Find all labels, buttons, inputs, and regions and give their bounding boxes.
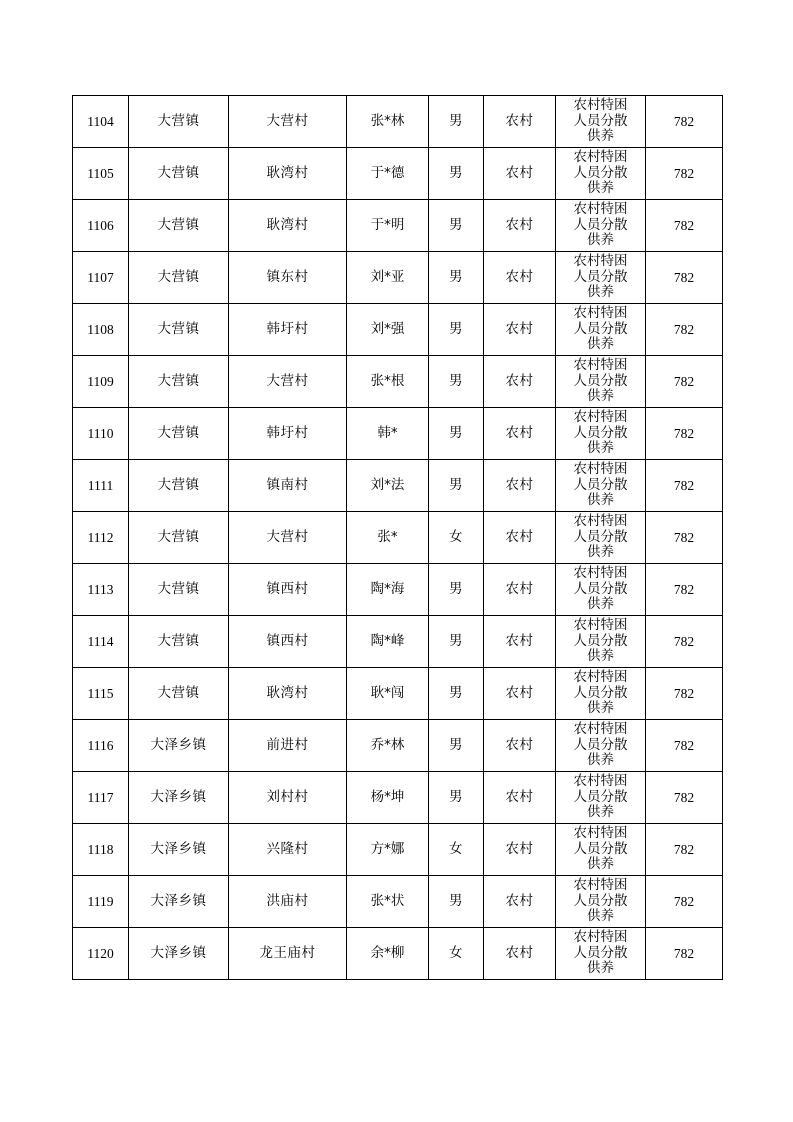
cell-name: 韩* (347, 408, 429, 460)
assistance-category-line: 农村特困 (573, 877, 628, 894)
cell-name: 张*根 (347, 356, 429, 408)
assistance-category-line: 供养 (587, 700, 614, 717)
assistance-category-line: 农村特困 (573, 253, 628, 270)
assistance-category-line: 供养 (587, 752, 614, 769)
cell-name: 刘*亚 (347, 252, 429, 304)
cell-serial-number: 1119 (73, 876, 129, 928)
cell-gender: 男 (429, 200, 484, 252)
cell-hukou-type: 农村 (484, 616, 556, 668)
cell-assistance-category (556, 460, 646, 512)
cell-assistance-category (556, 616, 646, 668)
cell-hukou-type: 农村 (484, 928, 556, 980)
cell-serial-number: 1114 (73, 616, 129, 668)
assistance-category-line: 农村特困 (573, 773, 628, 790)
cell-town: 大营镇 (129, 616, 229, 668)
cell-gender: 男 (429, 408, 484, 460)
cell-serial-number: 1120 (73, 928, 129, 980)
assistance-category-line: 供养 (587, 492, 614, 509)
cell-village: 大营村 (229, 356, 347, 408)
cell-gender: 男 (429, 616, 484, 668)
table-body (73, 96, 723, 980)
cell-amount: 782 (646, 616, 723, 668)
cell-assistance-category (556, 876, 646, 928)
cell-hukou-type: 农村 (484, 408, 556, 460)
cell-amount: 782 (646, 252, 723, 304)
cell-amount: 782 (646, 876, 723, 928)
table-row (73, 96, 723, 148)
assistance-category-line: 供养 (587, 544, 614, 561)
cell-village: 镇东村 (229, 252, 347, 304)
assistance-category-line: 人员分散 (573, 112, 628, 129)
cell-hukou-type: 农村 (484, 564, 556, 616)
cell-assistance-category (556, 252, 646, 304)
assistance-category-line: 农村特困 (573, 565, 628, 582)
cell-name: 乔*林 (347, 720, 429, 772)
cell-hukou-type: 农村 (484, 304, 556, 356)
cell-amount: 782 (646, 512, 723, 564)
assistance-category-line: 供养 (587, 388, 614, 405)
assistance-category-line: 供养 (587, 908, 614, 925)
cell-hukou-type: 农村 (484, 876, 556, 928)
assistance-category-line: 供养 (587, 804, 614, 821)
assistance-category-line: 农村特困 (573, 721, 628, 738)
cell-hukou-type: 农村 (484, 252, 556, 304)
cell-serial-number: 1106 (73, 200, 129, 252)
assistance-category-line: 农村特困 (573, 357, 628, 374)
cell-assistance-category (556, 200, 646, 252)
cell-town: 大泽乡镇 (129, 876, 229, 928)
cell-amount: 782 (646, 668, 723, 720)
cell-hukou-type: 农村 (484, 96, 556, 148)
cell-name: 陶*峰 (347, 616, 429, 668)
assistance-category-line: 供养 (587, 440, 614, 457)
cell-serial-number: 1108 (73, 304, 129, 356)
assistance-category-line: 人员分散 (573, 684, 628, 701)
cell-hukou-type: 农村 (484, 460, 556, 512)
cell-gender: 男 (429, 564, 484, 616)
cell-town: 大营镇 (129, 200, 229, 252)
cell-village: 镇南村 (229, 460, 347, 512)
assistance-category-line: 农村特困 (573, 929, 628, 946)
assistance-category-line: 人员分散 (573, 580, 628, 597)
cell-gender: 男 (429, 772, 484, 824)
assistance-category-line: 农村特困 (573, 409, 628, 426)
cell-name: 方*娜 (347, 824, 429, 876)
cell-village: 耿湾村 (229, 148, 347, 200)
cell-serial-number: 1109 (73, 356, 129, 408)
cell-hukou-type: 农村 (484, 668, 556, 720)
cell-gender: 男 (429, 148, 484, 200)
cell-hukou-type: 农村 (484, 512, 556, 564)
cell-gender: 男 (429, 252, 484, 304)
cell-amount: 782 (646, 356, 723, 408)
cell-town: 大泽乡镇 (129, 824, 229, 876)
assistance-category-line: 人员分散 (573, 892, 628, 909)
cell-town: 大泽乡镇 (129, 772, 229, 824)
assistance-category-line: 农村特困 (573, 305, 628, 322)
cell-village: 耿湾村 (229, 200, 347, 252)
assistance-category-line: 人员分散 (573, 528, 628, 545)
cell-village: 镇西村 (229, 564, 347, 616)
cell-amount: 782 (646, 200, 723, 252)
beneficiary-table-wrapper (72, 95, 722, 980)
cell-village: 刘村村 (229, 772, 347, 824)
cell-town: 大营镇 (129, 408, 229, 460)
assistance-category-line: 人员分散 (573, 632, 628, 649)
cell-hukou-type: 农村 (484, 356, 556, 408)
cell-village: 大营村 (229, 96, 347, 148)
cell-village: 洪庙村 (229, 876, 347, 928)
assistance-category-line: 供养 (587, 284, 614, 301)
cell-assistance-category (556, 356, 646, 408)
table-row (73, 564, 723, 616)
cell-name: 刘*法 (347, 460, 429, 512)
table-row (73, 668, 723, 720)
cell-assistance-category (556, 512, 646, 564)
assistance-category-line: 供养 (587, 128, 614, 145)
cell-name: 张* (347, 512, 429, 564)
cell-amount: 782 (646, 96, 723, 148)
cell-amount: 782 (646, 148, 723, 200)
table-row (73, 772, 723, 824)
cell-name: 于*明 (347, 200, 429, 252)
assistance-category-line: 人员分散 (573, 372, 628, 389)
cell-name: 陶*海 (347, 564, 429, 616)
assistance-category-line: 供养 (587, 180, 614, 197)
cell-hukou-type: 农村 (484, 148, 556, 200)
cell-amount: 782 (646, 720, 723, 772)
assistance-category-line: 农村特困 (573, 617, 628, 634)
cell-amount: 782 (646, 824, 723, 876)
assistance-category-line: 人员分散 (573, 476, 628, 493)
cell-town: 大营镇 (129, 564, 229, 616)
cell-name: 余*柳 (347, 928, 429, 980)
table-row (73, 720, 723, 772)
assistance-category-line: 供养 (587, 596, 614, 613)
assistance-category-line: 农村特困 (573, 149, 628, 166)
cell-village: 大营村 (229, 512, 347, 564)
cell-town: 大营镇 (129, 668, 229, 720)
cell-village: 耿湾村 (229, 668, 347, 720)
cell-village: 龙王庙村 (229, 928, 347, 980)
cell-serial-number: 1116 (73, 720, 129, 772)
cell-hukou-type: 农村 (484, 772, 556, 824)
cell-assistance-category (556, 304, 646, 356)
cell-name: 张*林 (347, 96, 429, 148)
cell-amount: 782 (646, 928, 723, 980)
cell-assistance-category (556, 96, 646, 148)
cell-gender: 男 (429, 876, 484, 928)
assistance-category-line: 人员分散 (573, 424, 628, 441)
cell-name: 张*状 (347, 876, 429, 928)
table-row (73, 460, 723, 512)
beneficiary-table (72, 95, 723, 980)
table-row (73, 304, 723, 356)
cell-assistance-category (556, 824, 646, 876)
cell-gender: 女 (429, 928, 484, 980)
cell-gender: 女 (429, 512, 484, 564)
table-row (73, 356, 723, 408)
assistance-category-line: 人员分散 (573, 736, 628, 753)
cell-gender: 男 (429, 460, 484, 512)
cell-serial-number: 1115 (73, 668, 129, 720)
cell-serial-number: 1117 (73, 772, 129, 824)
cell-assistance-category (556, 928, 646, 980)
cell-town: 大营镇 (129, 148, 229, 200)
assistance-category-line: 农村特困 (573, 461, 628, 478)
assistance-category-line: 农村特困 (573, 201, 628, 218)
cell-serial-number: 1113 (73, 564, 129, 616)
table-row (73, 408, 723, 460)
cell-town: 大营镇 (129, 304, 229, 356)
cell-village: 韩圩村 (229, 304, 347, 356)
cell-assistance-category (556, 720, 646, 772)
cell-town: 大营镇 (129, 512, 229, 564)
cell-name: 刘*强 (347, 304, 429, 356)
cell-gender: 男 (429, 668, 484, 720)
cell-assistance-category (556, 772, 646, 824)
assistance-category-line: 供养 (587, 648, 614, 665)
assistance-category-line: 供养 (587, 336, 614, 353)
cell-gender: 男 (429, 356, 484, 408)
table-row (73, 200, 723, 252)
cell-town: 大营镇 (129, 356, 229, 408)
cell-town: 大营镇 (129, 252, 229, 304)
cell-serial-number: 1104 (73, 96, 129, 148)
cell-name: 杨*坤 (347, 772, 429, 824)
table-row (73, 252, 723, 304)
cell-amount: 782 (646, 304, 723, 356)
cell-amount: 782 (646, 408, 723, 460)
assistance-category-line: 人员分散 (573, 268, 628, 285)
assistance-category-line: 人员分散 (573, 320, 628, 337)
cell-serial-number: 1111 (73, 460, 129, 512)
table-row (73, 824, 723, 876)
assistance-category-line: 供养 (587, 960, 614, 977)
cell-assistance-category (556, 564, 646, 616)
assistance-category-line: 人员分散 (573, 788, 628, 805)
table-row (73, 512, 723, 564)
assistance-category-line: 供养 (587, 856, 614, 873)
cell-amount: 782 (646, 564, 723, 616)
cell-serial-number: 1105 (73, 148, 129, 200)
table-row (73, 148, 723, 200)
cell-serial-number: 1107 (73, 252, 129, 304)
assistance-category-line: 农村特困 (573, 669, 628, 686)
cell-serial-number: 1112 (73, 512, 129, 564)
cell-serial-number: 1118 (73, 824, 129, 876)
cell-town: 大泽乡镇 (129, 720, 229, 772)
cell-gender: 男 (429, 304, 484, 356)
assistance-category-line: 农村特困 (573, 825, 628, 842)
cell-gender: 男 (429, 96, 484, 148)
cell-town: 大泽乡镇 (129, 928, 229, 980)
cell-hukou-type: 农村 (484, 200, 556, 252)
cell-assistance-category (556, 668, 646, 720)
cell-serial-number: 1110 (73, 408, 129, 460)
cell-gender: 女 (429, 824, 484, 876)
cell-town: 大营镇 (129, 460, 229, 512)
cell-village: 前进村 (229, 720, 347, 772)
cell-assistance-category (556, 408, 646, 460)
table-row (73, 928, 723, 980)
assistance-category-line: 人员分散 (573, 840, 628, 857)
cell-village: 兴隆村 (229, 824, 347, 876)
assistance-category-line: 人员分散 (573, 944, 628, 961)
table-row (73, 876, 723, 928)
cell-amount: 782 (646, 772, 723, 824)
cell-village: 韩圩村 (229, 408, 347, 460)
cell-amount: 782 (646, 460, 723, 512)
cell-town: 大营镇 (129, 96, 229, 148)
assistance-category-line: 农村特困 (573, 97, 628, 114)
cell-gender: 男 (429, 720, 484, 772)
assistance-category-line: 供养 (587, 232, 614, 249)
cell-assistance-category (556, 148, 646, 200)
cell-village: 镇西村 (229, 616, 347, 668)
cell-hukou-type: 农村 (484, 720, 556, 772)
table-row (73, 616, 723, 668)
cell-name: 于*德 (347, 148, 429, 200)
assistance-category-line: 人员分散 (573, 164, 628, 181)
cell-name: 耿*闯 (347, 668, 429, 720)
assistance-category-line: 农村特困 (573, 513, 628, 530)
cell-hukou-type: 农村 (484, 824, 556, 876)
assistance-category-line: 人员分散 (573, 216, 628, 233)
